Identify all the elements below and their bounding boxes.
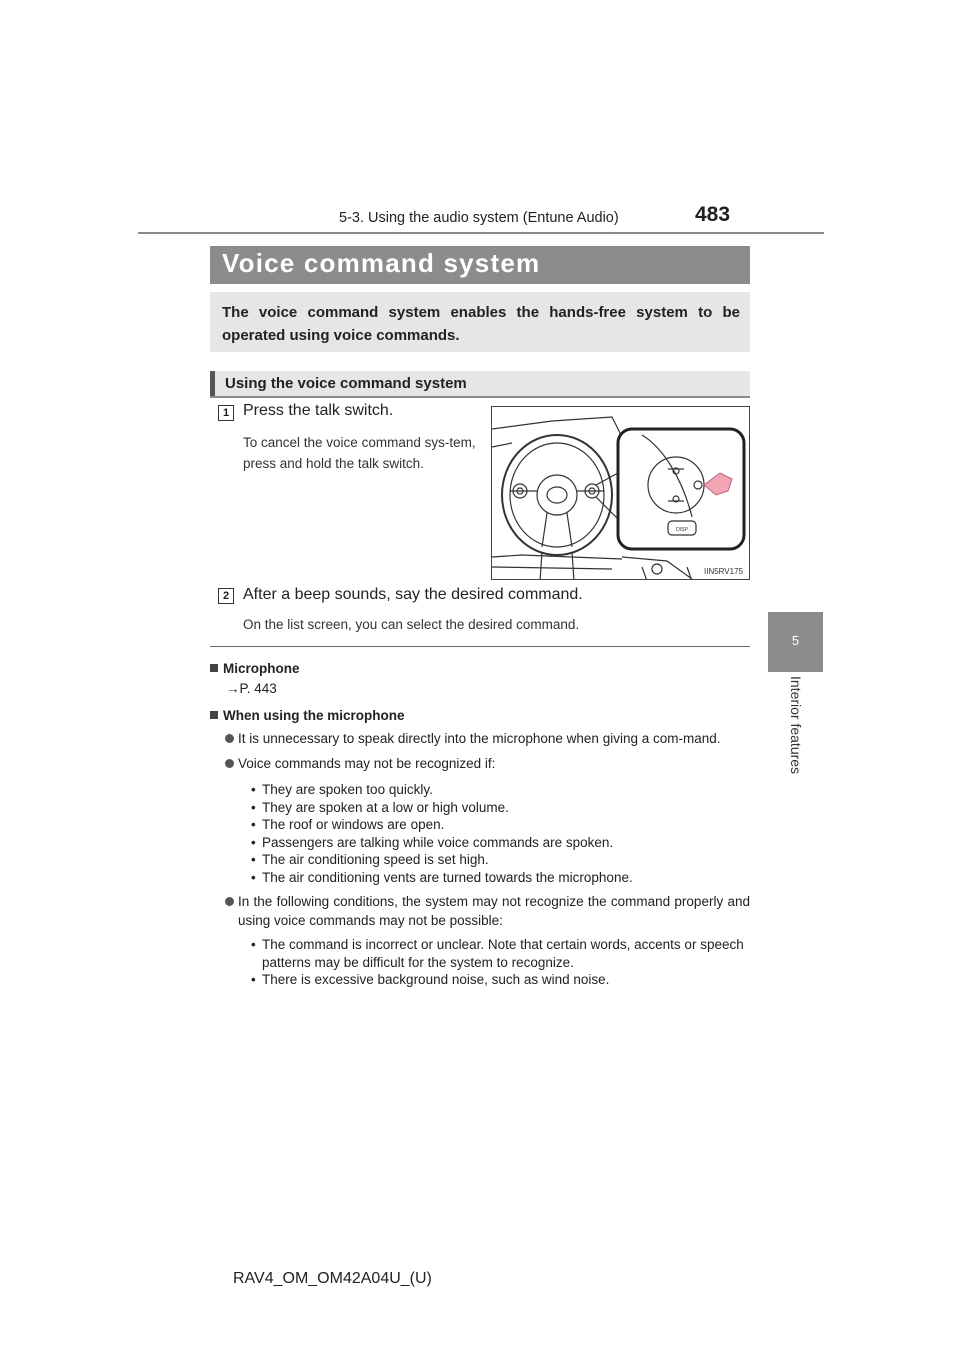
page-reference: →P. 443	[226, 681, 277, 696]
note-bullet-text: In the following conditions, the system may not recognize the command properly and using voice commands may not be possible:	[238, 894, 750, 928]
sub-list	[210, 781, 750, 886]
bullet-dot-icon	[225, 897, 234, 906]
subsection-bar	[210, 371, 750, 398]
list-item: • The air conditioning speed is set high.	[251, 851, 750, 869]
list-item: • Passengers are talking while voice commands are spoken.	[251, 834, 750, 852]
header-rule	[138, 232, 824, 234]
subsection-accent	[210, 371, 215, 396]
chapter-label-text: Interior features	[788, 676, 804, 775]
chapter-tab: 5	[768, 612, 823, 672]
list-item: • They are spoken at a low or high volume.	[251, 799, 750, 817]
step-number-1: 1	[218, 405, 234, 421]
step-1-title: Press the talk switch.	[243, 402, 394, 419]
list-item: • The roof or windows are open.	[251, 816, 750, 834]
note-bullet-text: It is unnecessary to speak directly into the microphone when giving a com-mand.	[238, 731, 721, 746]
notes	[210, 653, 750, 989]
title-banner	[210, 246, 750, 284]
figure-code: IIN5RV175	[704, 567, 743, 576]
square-bullet-icon	[210, 711, 218, 719]
note-heading-text: When using the microphone	[223, 708, 405, 723]
section-divider	[210, 646, 750, 647]
note-heading-when-using	[210, 708, 750, 723]
note-heading-text: Microphone	[223, 661, 300, 676]
section-header: 5-3. Using the audio system (Entune Audio)	[339, 210, 619, 226]
note-bullet-text: Voice commands may not be recognized if:	[238, 756, 496, 771]
page-title: Voice command system	[222, 248, 541, 278]
chapter-label	[768, 676, 823, 786]
note-bullet	[210, 892, 750, 930]
steering-wheel-drawing	[492, 407, 750, 580]
list-item: • The command is incorrect or unclear. Note that certain words, accents or speech patterns may be difficult for the system to recognize.	[251, 936, 750, 971]
intro-text: The voice command system enables the hands-free system to be operated using voice commands.	[222, 304, 740, 344]
list-item: • The air conditioning vents are turned towards the microphone.	[251, 869, 750, 887]
note-heading-microphone	[210, 661, 750, 676]
step-1-desc: To cancel the voice command sys-tem, press and hold the talk switch.	[243, 435, 476, 471]
note-bullet	[210, 729, 750, 748]
note-bullet	[210, 754, 750, 773]
disp-label: DISP	[676, 527, 688, 533]
bullet-dot-icon	[225, 759, 234, 768]
page-number: 483	[695, 203, 731, 226]
steering-wheel-illustration	[491, 406, 750, 580]
step-2-title: After a beep sounds, say the desired command.	[243, 586, 583, 603]
sub-list	[210, 936, 750, 989]
square-bullet-icon	[210, 664, 218, 672]
intro-box	[210, 292, 750, 352]
list-item: • They are spoken too quickly.	[251, 781, 750, 799]
bullet-dot-icon	[225, 734, 234, 743]
list-item: • There is excessive background noise, such as wind noise.	[251, 971, 750, 989]
document-code: RAV4_OM_OM42A04U_(U)	[233, 1270, 432, 1287]
step-2-desc: On the list screen, you can select the desired command.	[243, 617, 580, 632]
step-number-2: 2	[218, 588, 234, 604]
subsection-title: Using the voice command system	[225, 375, 467, 392]
